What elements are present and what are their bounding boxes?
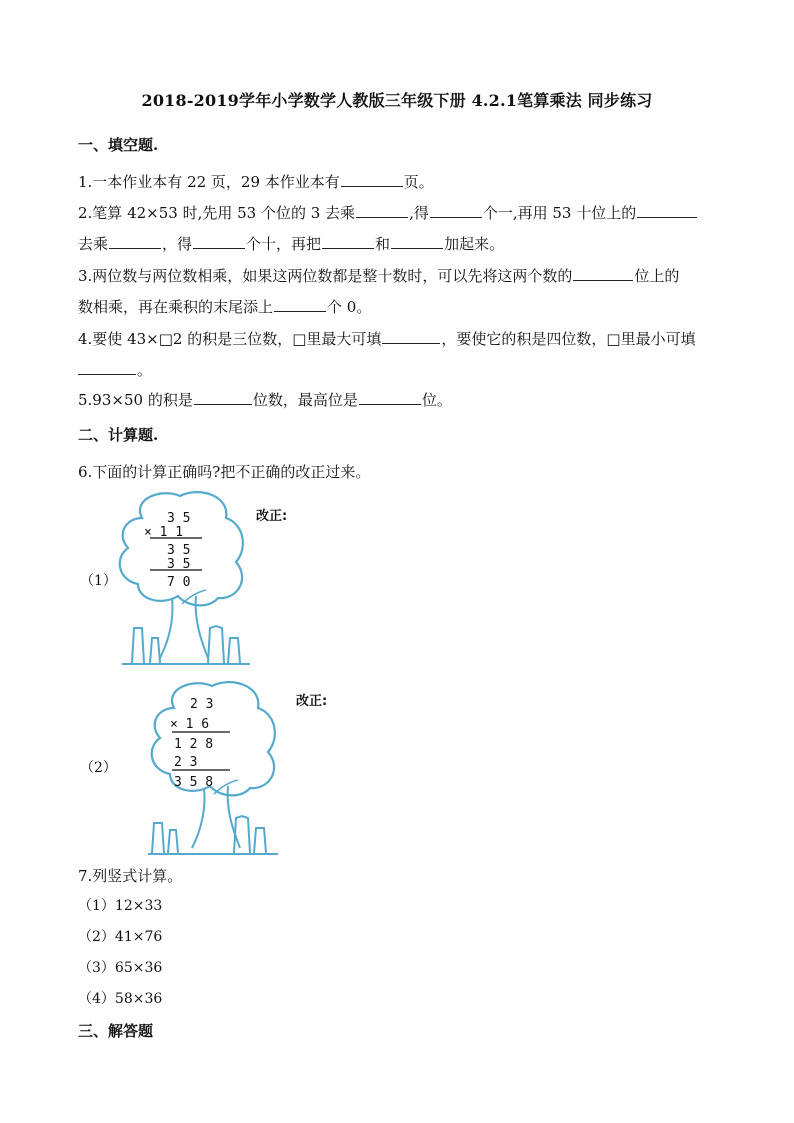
- item-2-correction-label: 改正:: [296, 694, 328, 709]
- item-2-row-1: 2 3: [190, 697, 214, 712]
- question-6: 6.下面的计算正确吗?把不正确的改正过来。: [78, 463, 371, 481]
- section-fill: 一、填空题.: [78, 136, 159, 154]
- q7-item-4: （4）58×36: [78, 991, 163, 1007]
- question-5: 5.93×50 的积是 位数，最高位是 位。: [78, 391, 452, 409]
- question-3-line2: 数相乘，再在乘积的末尾添上 个 0。: [78, 298, 372, 316]
- section-calc: 二、计算题.: [78, 426, 159, 444]
- item-2-row-4: 2 3: [174, 755, 198, 770]
- q7-item-1: （1）12×33: [78, 898, 163, 914]
- q7-item-3: （3）65×36: [78, 960, 163, 976]
- item-1-row-3: 3 5: [167, 543, 191, 558]
- item-1-row-1: 3 5: [167, 511, 191, 526]
- item-2-row-2: × 1 6: [170, 717, 210, 732]
- item-2-label: （2）: [80, 760, 117, 776]
- question-7: 7.列竖式计算。: [78, 867, 183, 885]
- item-2-row-3: 1 2 8: [174, 737, 214, 752]
- question-2-line2: 去乘 ，得 个十，再把 和 加起来。: [78, 235, 505, 253]
- question-1: 1.一本作业本有 22 页，29 本作业本有 页。: [78, 173, 434, 191]
- question-3-line1: 3.两位数与两位数相乘，如果这两位数都是整十数时，可以先将这两个数的 位上的: [78, 267, 680, 285]
- question-4-line1: 4.要使 43×□2 的积是三位数，□里最大可填 ，要使它的积是四位数，□里最小可填: [78, 330, 696, 348]
- item-1-row-5: 7 0: [167, 575, 191, 590]
- page-title: 2018-2019学年小学数学人教版三年级下册 4.2.1笔算乘法 同步练习: [141, 91, 653, 110]
- item-1-correction-label: 改正:: [256, 509, 288, 524]
- q7-item-2: （2）41×76: [78, 929, 163, 945]
- question-2-line1: 2.笔算 42×53 时,先用 53 个位的 3 去乘 ,得 个一,再用 53 十位上的: [78, 203, 698, 223]
- item-1-row-4: 3 5: [167, 557, 191, 572]
- question-4-line2: 。: [78, 360, 152, 380]
- tree-illustration-2: [144, 678, 284, 856]
- section-solve: 三、解答题: [78, 1022, 154, 1040]
- item-1-label: （1）: [80, 573, 117, 589]
- item-2-row-5: 3 5 8: [174, 775, 214, 790]
- tree-illustration-1: [112, 488, 254, 666]
- item-1-row-2: × 1 1: [144, 525, 184, 540]
